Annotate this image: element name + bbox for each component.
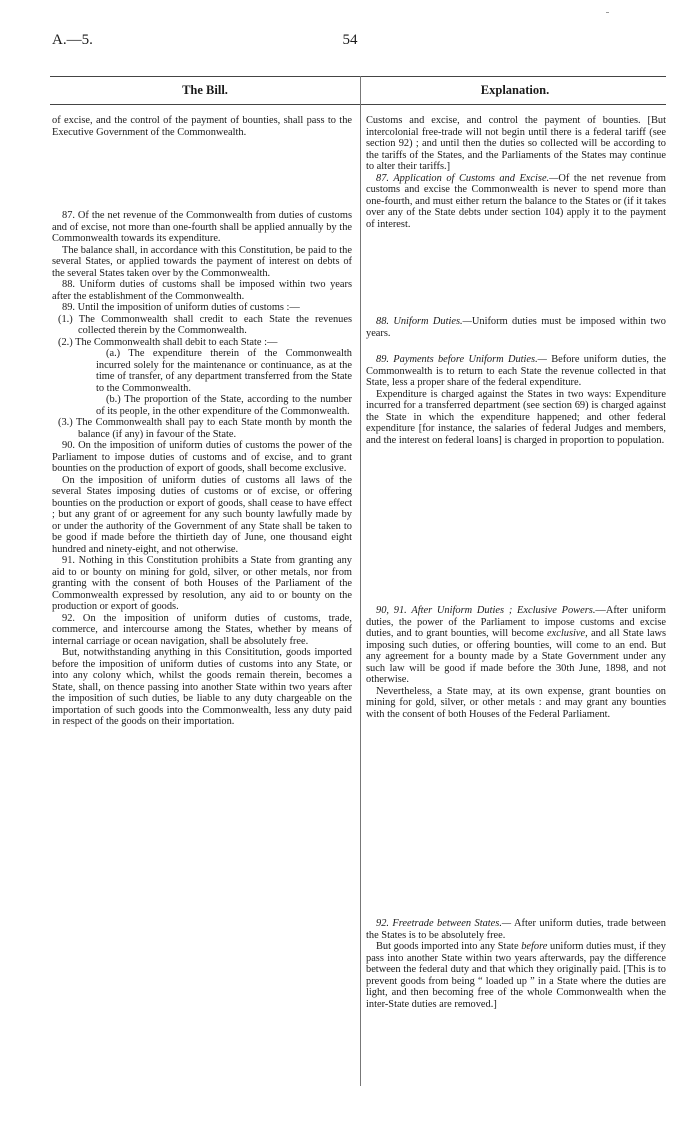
explanation-text: , and all State laws imposing such duties, or offering bounties, will come to an end. But any agreement for a bounty made by a State Government under any such law will be good if made before the 30th June, 1898, and not otherwise. <box>366 628 666 685</box>
explanation-heading: 90, 91. After Uniform Duties ; Exclusive Powers. <box>376 605 596 616</box>
bill-paragraph: On the imposition of uniform duties of customs all laws of the several States imposing duties of customs or of excise, or offering bounties on the production or export of goods, shall cease to have effect ; but any grant of or agreement for any such bounty lawfully made by or under the authority of the Government of any State shall be taken to be good if made before the thirtieth day of June, one thousand eight hundred and ninety-eight, and not otherwise. <box>52 474 352 555</box>
explanation-emphasis: before <box>521 941 548 952</box>
explanation-paragraph <box>366 354 666 389</box>
explanation-continuation <box>366 115 666 230</box>
header-rule-bottom <box>50 104 666 105</box>
bill-continuation <box>52 115 352 138</box>
bill-paragraph: 90. On the imposition of uniform duties of customs the power of the Parliament to impose duties of customs and of excise, and to grant bounties on the production of export of goods, shall become exclusive. <box>52 440 352 474</box>
header-rule-top <box>50 76 666 77</box>
bill-paragraph: The balance shall, in accordance with this Constitution, be paid to the several States, or applied towards the payment of interest on debts of the several States taken over by the Commonwealth. <box>52 244 352 279</box>
explanation-emphasis: exclusive <box>547 628 586 639</box>
explanation-paragraph <box>366 316 666 339</box>
page-number: 54 <box>342 32 358 48</box>
explanation-paragraph <box>366 941 666 1010</box>
explanation-heading: 92. Freetrade between States.— <box>376 918 512 929</box>
explanation-88 <box>366 316 666 339</box>
explanation-paragraph <box>366 605 666 686</box>
bill-subclause: (3.) The Commonwealth shall pay to each State month by month the balance (if any) in favour of the State. <box>58 417 352 440</box>
stray-mark <box>606 12 609 13</box>
bill-paragraph: 91. Nothing in this Constitution prohibits a State from granting any aid to or bounty on mining for gold, silver, or other metals, nor from granting with the consent of both Houses of the Parliament of the Commonwealth expressed by resolution, any aid to or bounty on the production or export of goods. <box>52 555 352 612</box>
column-divider <box>360 76 361 1086</box>
bill-subparagraph: (a.) The expenditure therein of the Commonwealth incurred solely for the maintenance or continuance, as at the time of transfer, of any department transferred from the State to the Commonwealth. <box>96 348 352 394</box>
explanation-92 <box>366 918 666 1010</box>
explanation-heading: 87. Application of Customs and Excise.— <box>376 172 559 184</box>
explanation-89 <box>366 354 666 446</box>
bill-paragraph: of excise, and the control of the payment of bounties, shall pass to the Executive Government of the Commonwealth. <box>52 115 352 138</box>
bill-subparagraph: (b.) The proportion of the State, according to the number of its people, in the other expenditure of the Commonwealth. <box>96 394 352 417</box>
bill-subclause: (2.) The Commonwealth shall debit to each State :— <box>58 336 278 348</box>
explanation-paragraph: Nevertheless, a State may, at its own expense, grant bounties on mining for gold, silver, or other metals : and may grant any bounties with the consent of both Houses of the Federal Parliament. <box>366 685 666 720</box>
explanation-text: Uniform duties must be imposed within two years. <box>366 316 666 339</box>
column-heading-bill: The Bill. <box>182 83 228 97</box>
bill-section-87 <box>52 210 352 728</box>
explanation-heading: 89. Payments before Uniform Duties.— <box>376 354 547 365</box>
explanation-text: Of the net revenue from customs and excise the Commonwealth is never to spend more than one-fourth, and must either return the balance to the States or (if it takes over any of the State debts under section 104) apply it to the payment of interest. <box>366 172 666 230</box>
bill-subclause: (1.) The Commonwealth shall credit to each State the revenues collected therein by the Commonwealth. <box>58 313 352 336</box>
explanation-text: But goods imported into any State <box>376 941 522 952</box>
bill-paragraph: But, notwithstanding anything in this Consititution, goods imported before the imposition of uniform duties of customs into any State, or into any colony which, whilst the goods remain therein, becomes a State, shall, on thence passing into another State within two years after the imposition of such duties, be liable to any duty chargeable on the importation of such goods into the Commonwealth, less any duty paid in respect of the goods on their importation. <box>52 647 352 727</box>
page-reference: A.—5. <box>52 32 93 48</box>
explanation-heading: 88. Uniform Duties.— <box>376 316 472 327</box>
explanation-paragraph: Customs and excise, and control the payment of bounties. [But intercolonial free-trade will not begin until there is a federal tariff (see section 92) ; and until then the duties so collected will be according to the tariffs of the States, and the Parliaments of the States may continue to alter their tariffs.] <box>366 115 666 172</box>
explanation-text: Before uniform duties, the Commonwealth is to return to each State the revenue collected in that State, less a proper share of the federal expenditure. <box>366 354 666 388</box>
explanation-paragraph <box>366 918 666 941</box>
bill-paragraph: 88. Uniform duties of customs shall be imposed within two years after the establishment of the Commonwealth. <box>52 279 352 302</box>
bill-paragraph: 89. Until the imposition of uniform duties of customs :— <box>62 302 300 313</box>
explanation-text: After uniform duties, trade between the States is to be absolutely free. <box>366 918 666 941</box>
explanation-87 <box>366 173 666 231</box>
explanation-text: uniform duties must, if they pass into another State within two years afterwards, pay the difference between the federal duty and that which they originally paid. [This is to prevent goods from being “ loaded up ” in a State where the duties are light, and then becoming free of the whole Commonwealth when the inter-State duties are removed.] <box>366 941 666 1010</box>
explanation-text: —After uniform duties, the power of the Parliament to impose customs and excise duties, and to grant bounties, will become <box>366 605 666 639</box>
bill-paragraph: 92. On the imposition of uniform duties of customs, trade, commerce, and intercourse among the States, whether by means of internal carriage or ocean navigation, shall be absolutely free. <box>52 612 352 647</box>
explanation-90-91 <box>366 605 666 720</box>
page-header <box>0 32 700 52</box>
column-heading-explanation: Explanation. <box>480 83 550 97</box>
explanation-paragraph: Expenditure is charged against the States in two ways: Expenditure incurred for a transferred department (see section 69) is charged against the State in which the expenditure happened; and other federal expenditure [for instance, the salaries of federal Judges and members, and the interest on federal loans] is charged in proportion to population. <box>366 388 666 446</box>
bill-paragraph: 87. Of the net revenue of the Commonwealth from duties of customs and of excise, not more than one-fourth shall be applied annually by the Commonwealth towards its expenditure. <box>52 210 352 244</box>
